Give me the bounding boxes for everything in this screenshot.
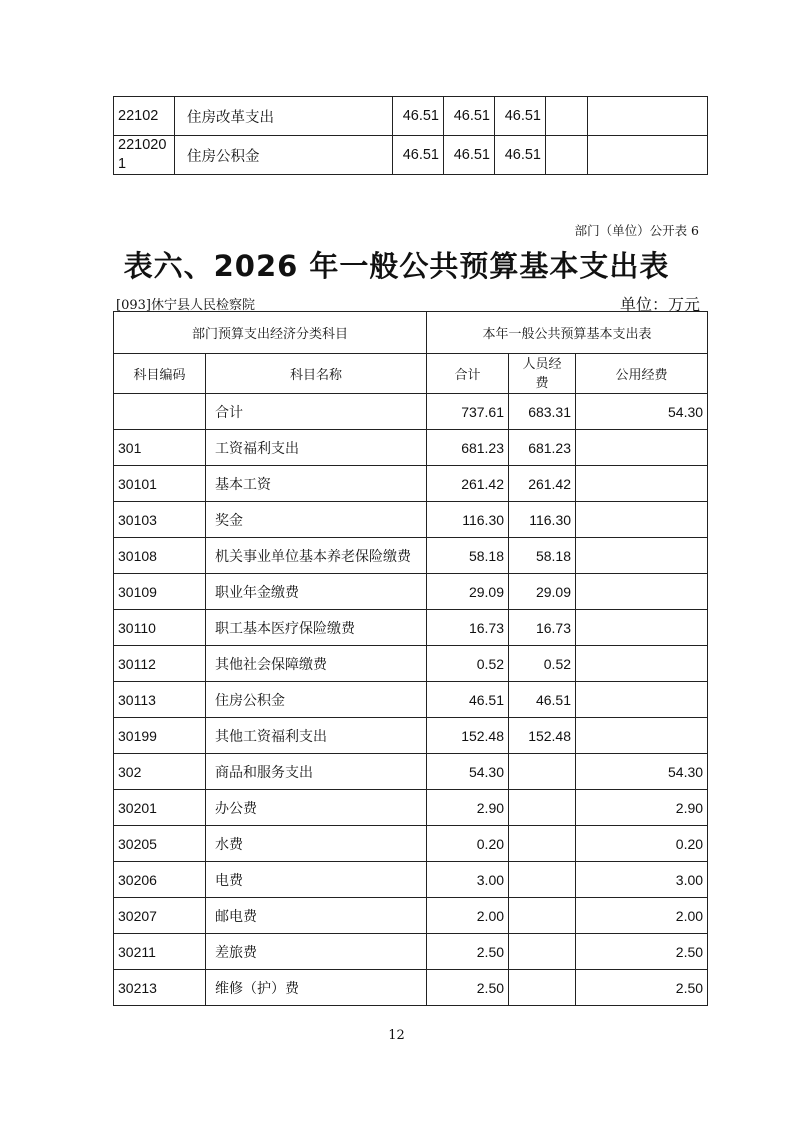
table-row <box>114 970 708 1006</box>
subject-code: 30206 <box>114 862 206 898</box>
page-number: 12 <box>388 1028 405 1043</box>
subject-name: 其他工资福利支出 <box>206 718 427 754</box>
table-row <box>114 538 708 574</box>
total-amount: 681.23 <box>427 430 509 466</box>
subject-code <box>114 394 206 430</box>
subject-name: 差旅费 <box>206 934 427 970</box>
header-total: 合计 <box>427 354 509 394</box>
table-row <box>114 466 708 502</box>
public-amount: 0.20 <box>576 826 708 862</box>
table-row <box>114 646 708 682</box>
total-amount: 2.50 <box>427 934 509 970</box>
subject-code: 30108 <box>114 538 206 574</box>
public-amount <box>576 682 708 718</box>
table-row <box>114 502 708 538</box>
public-amount: 2.90 <box>576 790 708 826</box>
personnel-amount: 29.09 <box>509 574 576 610</box>
table-row <box>114 862 708 898</box>
personnel-amount <box>509 934 576 970</box>
header-economic-classification: 部门预算支出经济分类科目 <box>114 312 427 354</box>
personnel-amount: 152.48 <box>509 718 576 754</box>
subject-name: 商品和服务支出 <box>206 754 427 790</box>
total-amount: 0.20 <box>427 826 509 862</box>
amount-cell: 46.51 <box>393 97 444 136</box>
table-row <box>114 682 708 718</box>
amount-cell <box>546 97 588 136</box>
total-amount: 16.73 <box>427 610 509 646</box>
personnel-amount <box>509 898 576 934</box>
subject-code: 302 <box>114 754 206 790</box>
total-amount: 54.30 <box>427 754 509 790</box>
subject-name: 机关事业单位基本养老保险缴费 <box>206 538 427 574</box>
basic-expenditure-table <box>113 311 708 1006</box>
table-row <box>114 97 708 136</box>
table-row <box>114 754 708 790</box>
total-amount: 58.18 <box>427 538 509 574</box>
unit-label: 单位：万元 <box>619 295 700 314</box>
subject-name: 水费 <box>206 826 427 862</box>
subject-name: 基本工资 <box>206 466 427 502</box>
subject-code: 30199 <box>114 718 206 754</box>
public-amount <box>576 610 708 646</box>
table-row <box>114 430 708 466</box>
public-amount: 2.50 <box>576 970 708 1006</box>
header-basic-expenditure: 本年一般公共预算基本支出表 <box>427 312 708 354</box>
total-amount: 261.42 <box>427 466 509 502</box>
table-row <box>114 826 708 862</box>
header-public: 公用经费 <box>576 354 708 394</box>
subject-code: 30211 <box>114 934 206 970</box>
table-row <box>114 718 708 754</box>
public-amount: 2.50 <box>576 934 708 970</box>
table-row <box>114 574 708 610</box>
amount-cell: 46.51 <box>393 136 444 175</box>
header-row-columns <box>114 354 708 394</box>
total-amount: 2.90 <box>427 790 509 826</box>
personnel-amount: 116.30 <box>509 502 576 538</box>
subject-code-line2: 1 <box>118 156 127 172</box>
subject-name: 住房公积金 <box>206 682 427 718</box>
amount-cell: 46.51 <box>444 97 495 136</box>
header-subject-name: 科目名称 <box>206 354 427 394</box>
personnel-amount: 681.23 <box>509 430 576 466</box>
table-row <box>114 394 708 430</box>
amount-cell <box>546 136 588 175</box>
amount-cell <box>588 97 708 136</box>
public-table-label: 部门（单位）公开表 6 <box>574 223 699 238</box>
amount-cell <box>588 136 708 175</box>
subject-code: 30101 <box>114 466 206 502</box>
table-row <box>114 934 708 970</box>
public-amount <box>576 466 708 502</box>
public-amount: 2.00 <box>576 898 708 934</box>
total-amount: 2.00 <box>427 898 509 934</box>
table-row <box>114 610 708 646</box>
subject-name: 职业年金缴费 <box>206 574 427 610</box>
personnel-amount <box>509 970 576 1006</box>
amount-cell: 46.51 <box>495 136 546 175</box>
personnel-amount: 58.18 <box>509 538 576 574</box>
subject-code: 30112 <box>114 646 206 682</box>
header-personnel-line1: 人员经 <box>522 356 562 372</box>
public-amount <box>576 538 708 574</box>
page-title: 表六、2026 年一般公共预算基本支出表 <box>123 249 670 283</box>
subject-name: 职工基本医疗保险缴费 <box>206 610 427 646</box>
subject-code: 30103 <box>114 502 206 538</box>
subject-code: 301 <box>114 430 206 466</box>
personnel-amount: 683.31 <box>509 394 576 430</box>
subject-code: 30201 <box>114 790 206 826</box>
public-amount: 54.30 <box>576 754 708 790</box>
personnel-amount <box>509 754 576 790</box>
table-row <box>114 136 708 175</box>
public-amount <box>576 574 708 610</box>
table-row <box>114 790 708 826</box>
personnel-amount: 0.52 <box>509 646 576 682</box>
total-amount: 116.30 <box>427 502 509 538</box>
subject-name: 电费 <box>206 862 427 898</box>
header-personnel-line2: 费 <box>535 375 549 391</box>
amount-cell: 46.51 <box>495 97 546 136</box>
subject-name: 其他社会保障缴费 <box>206 646 427 682</box>
personnel-amount <box>509 826 576 862</box>
subject-code: 30109 <box>114 574 206 610</box>
subject-code-line1: 221020 <box>118 137 167 153</box>
header-personnel <box>509 354 576 394</box>
personnel-amount <box>509 862 576 898</box>
public-amount: 54.30 <box>576 394 708 430</box>
subject-name: 工资福利支出 <box>206 430 427 466</box>
total-amount: 46.51 <box>427 682 509 718</box>
subject-code: 30110 <box>114 610 206 646</box>
total-amount: 737.61 <box>427 394 509 430</box>
agency-name: [093]休宁县人民检察院 <box>116 298 255 313</box>
personnel-amount: 46.51 <box>509 682 576 718</box>
subject-name: 住房公积金 <box>175 136 393 175</box>
subject-code: 30113 <box>114 682 206 718</box>
total-amount: 152.48 <box>427 718 509 754</box>
subject-code <box>114 136 175 175</box>
subject-name: 维修（护）费 <box>206 970 427 1006</box>
public-amount <box>576 502 708 538</box>
header-subject-code: 科目编码 <box>114 354 206 394</box>
public-amount <box>576 430 708 466</box>
total-amount: 3.00 <box>427 862 509 898</box>
public-amount: 3.00 <box>576 862 708 898</box>
table-row <box>114 898 708 934</box>
total-amount: 0.52 <box>427 646 509 682</box>
header-row-group <box>114 312 708 354</box>
subject-code: 30205 <box>114 826 206 862</box>
public-amount <box>576 718 708 754</box>
subject-name: 邮电费 <box>206 898 427 934</box>
subject-name: 奖金 <box>206 502 427 538</box>
total-amount: 29.09 <box>427 574 509 610</box>
subject-code: 30207 <box>114 898 206 934</box>
amount-cell: 46.51 <box>444 136 495 175</box>
personnel-amount <box>509 790 576 826</box>
subject-name: 办公费 <box>206 790 427 826</box>
subject-name: 住房改革支出 <box>175 97 393 136</box>
total-amount: 2.50 <box>427 970 509 1006</box>
subject-code: 22102 <box>114 97 175 136</box>
public-amount <box>576 646 708 682</box>
personnel-amount: 261.42 <box>509 466 576 502</box>
subject-code: 30213 <box>114 970 206 1006</box>
personnel-amount: 16.73 <box>509 610 576 646</box>
previous-table-continuation <box>113 96 708 175</box>
subject-name: 合计 <box>206 394 427 430</box>
